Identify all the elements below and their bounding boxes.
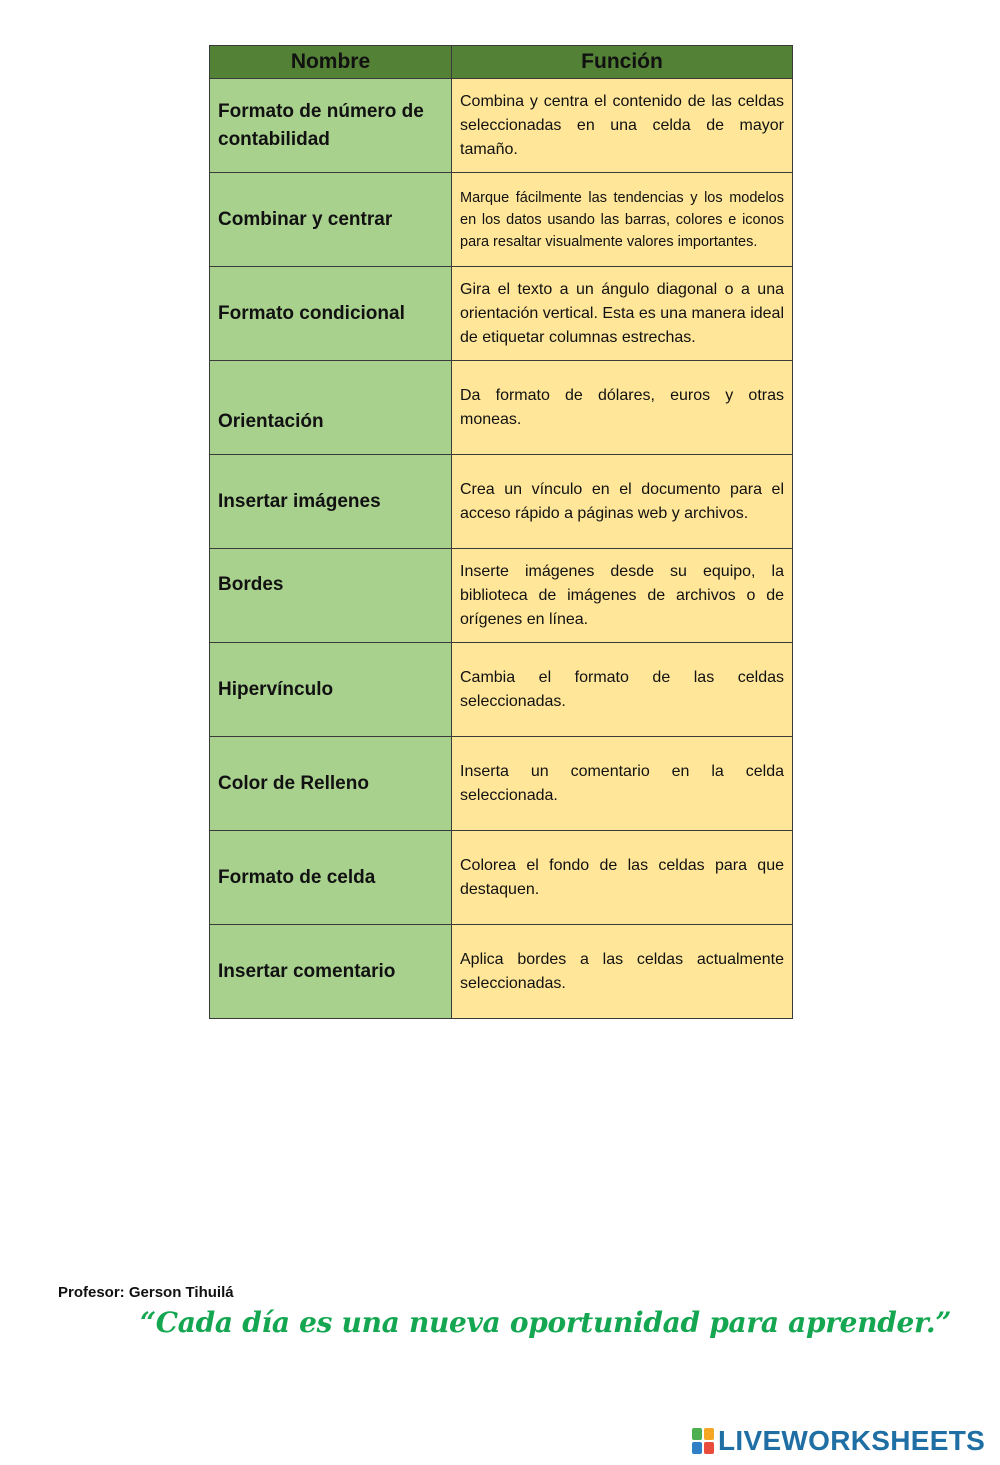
functions-table bbox=[209, 45, 793, 1019]
table-row bbox=[210, 173, 793, 267]
table-row bbox=[210, 267, 793, 361]
row-name: Insertar imágenes bbox=[210, 455, 452, 549]
liveworksheets-logo-icon bbox=[692, 1428, 714, 1454]
table-row bbox=[210, 455, 793, 549]
teacher-name: Profesor: Gerson Tihuilá bbox=[58, 1284, 234, 1301]
row-function: Marque fácilmente las tendencias y los modelos en los datos usando las barras, colores e iconos para resaltar visualmente valores importantes. bbox=[452, 173, 793, 267]
row-name: Orientación bbox=[210, 361, 452, 455]
table-row bbox=[210, 643, 793, 737]
row-name: Color de Relleno bbox=[210, 737, 452, 831]
row-name: Bordes bbox=[210, 549, 452, 643]
header-function: Función bbox=[452, 46, 793, 79]
row-function: Crea un vínculo en el documento para el acceso rápido a páginas web y archivos. bbox=[452, 455, 793, 549]
row-function: Colorea el fondo de las celdas para que destaquen. bbox=[452, 831, 793, 925]
brand-name: LIVEWORKSHEETS bbox=[718, 1425, 986, 1456]
row-function: Gira el texto a un ángulo diagonal o a una orientación vertical. Esta es una manera ideal de etiquetar columnas estrechas. bbox=[452, 267, 793, 361]
row-name: Hipervínculo bbox=[210, 643, 452, 737]
row-name: Formato de número de contabilidad bbox=[210, 79, 452, 173]
table-row bbox=[210, 925, 793, 1019]
table-row bbox=[210, 79, 793, 173]
row-name: Insertar comentario bbox=[210, 925, 452, 1019]
table-row bbox=[210, 549, 793, 643]
row-name: Formato de celda bbox=[210, 831, 452, 925]
table-header-row bbox=[210, 46, 793, 79]
table-row bbox=[210, 361, 793, 455]
liveworksheets-brand-link[interactable] bbox=[692, 1425, 985, 1457]
motivational-quote: “Cada día es una nueva oportunidad para aprender.” bbox=[140, 1306, 952, 1339]
table-row bbox=[210, 831, 793, 925]
row-name: Combinar y centrar bbox=[210, 173, 452, 267]
row-function: Inserte imágenes desde su equipo, la biblioteca de imágenes de archivos o de orígenes en línea. bbox=[452, 549, 793, 643]
row-function: Aplica bordes a las celdas actualmente seleccionadas. bbox=[452, 925, 793, 1019]
row-function: Da formato de dólares, euros y otras moneas. bbox=[452, 361, 793, 455]
table-row bbox=[210, 737, 793, 831]
header-name: Nombre bbox=[210, 46, 452, 79]
row-name: Formato condicional bbox=[210, 267, 452, 361]
row-function: Combina y centra el contenido de las celdas seleccionadas en una celda de mayor tamaño. bbox=[452, 79, 793, 173]
row-function: Cambia el formato de las celdas seleccionadas. bbox=[452, 643, 793, 737]
row-function: Inserta un comentario en la celda seleccionada. bbox=[452, 737, 793, 831]
